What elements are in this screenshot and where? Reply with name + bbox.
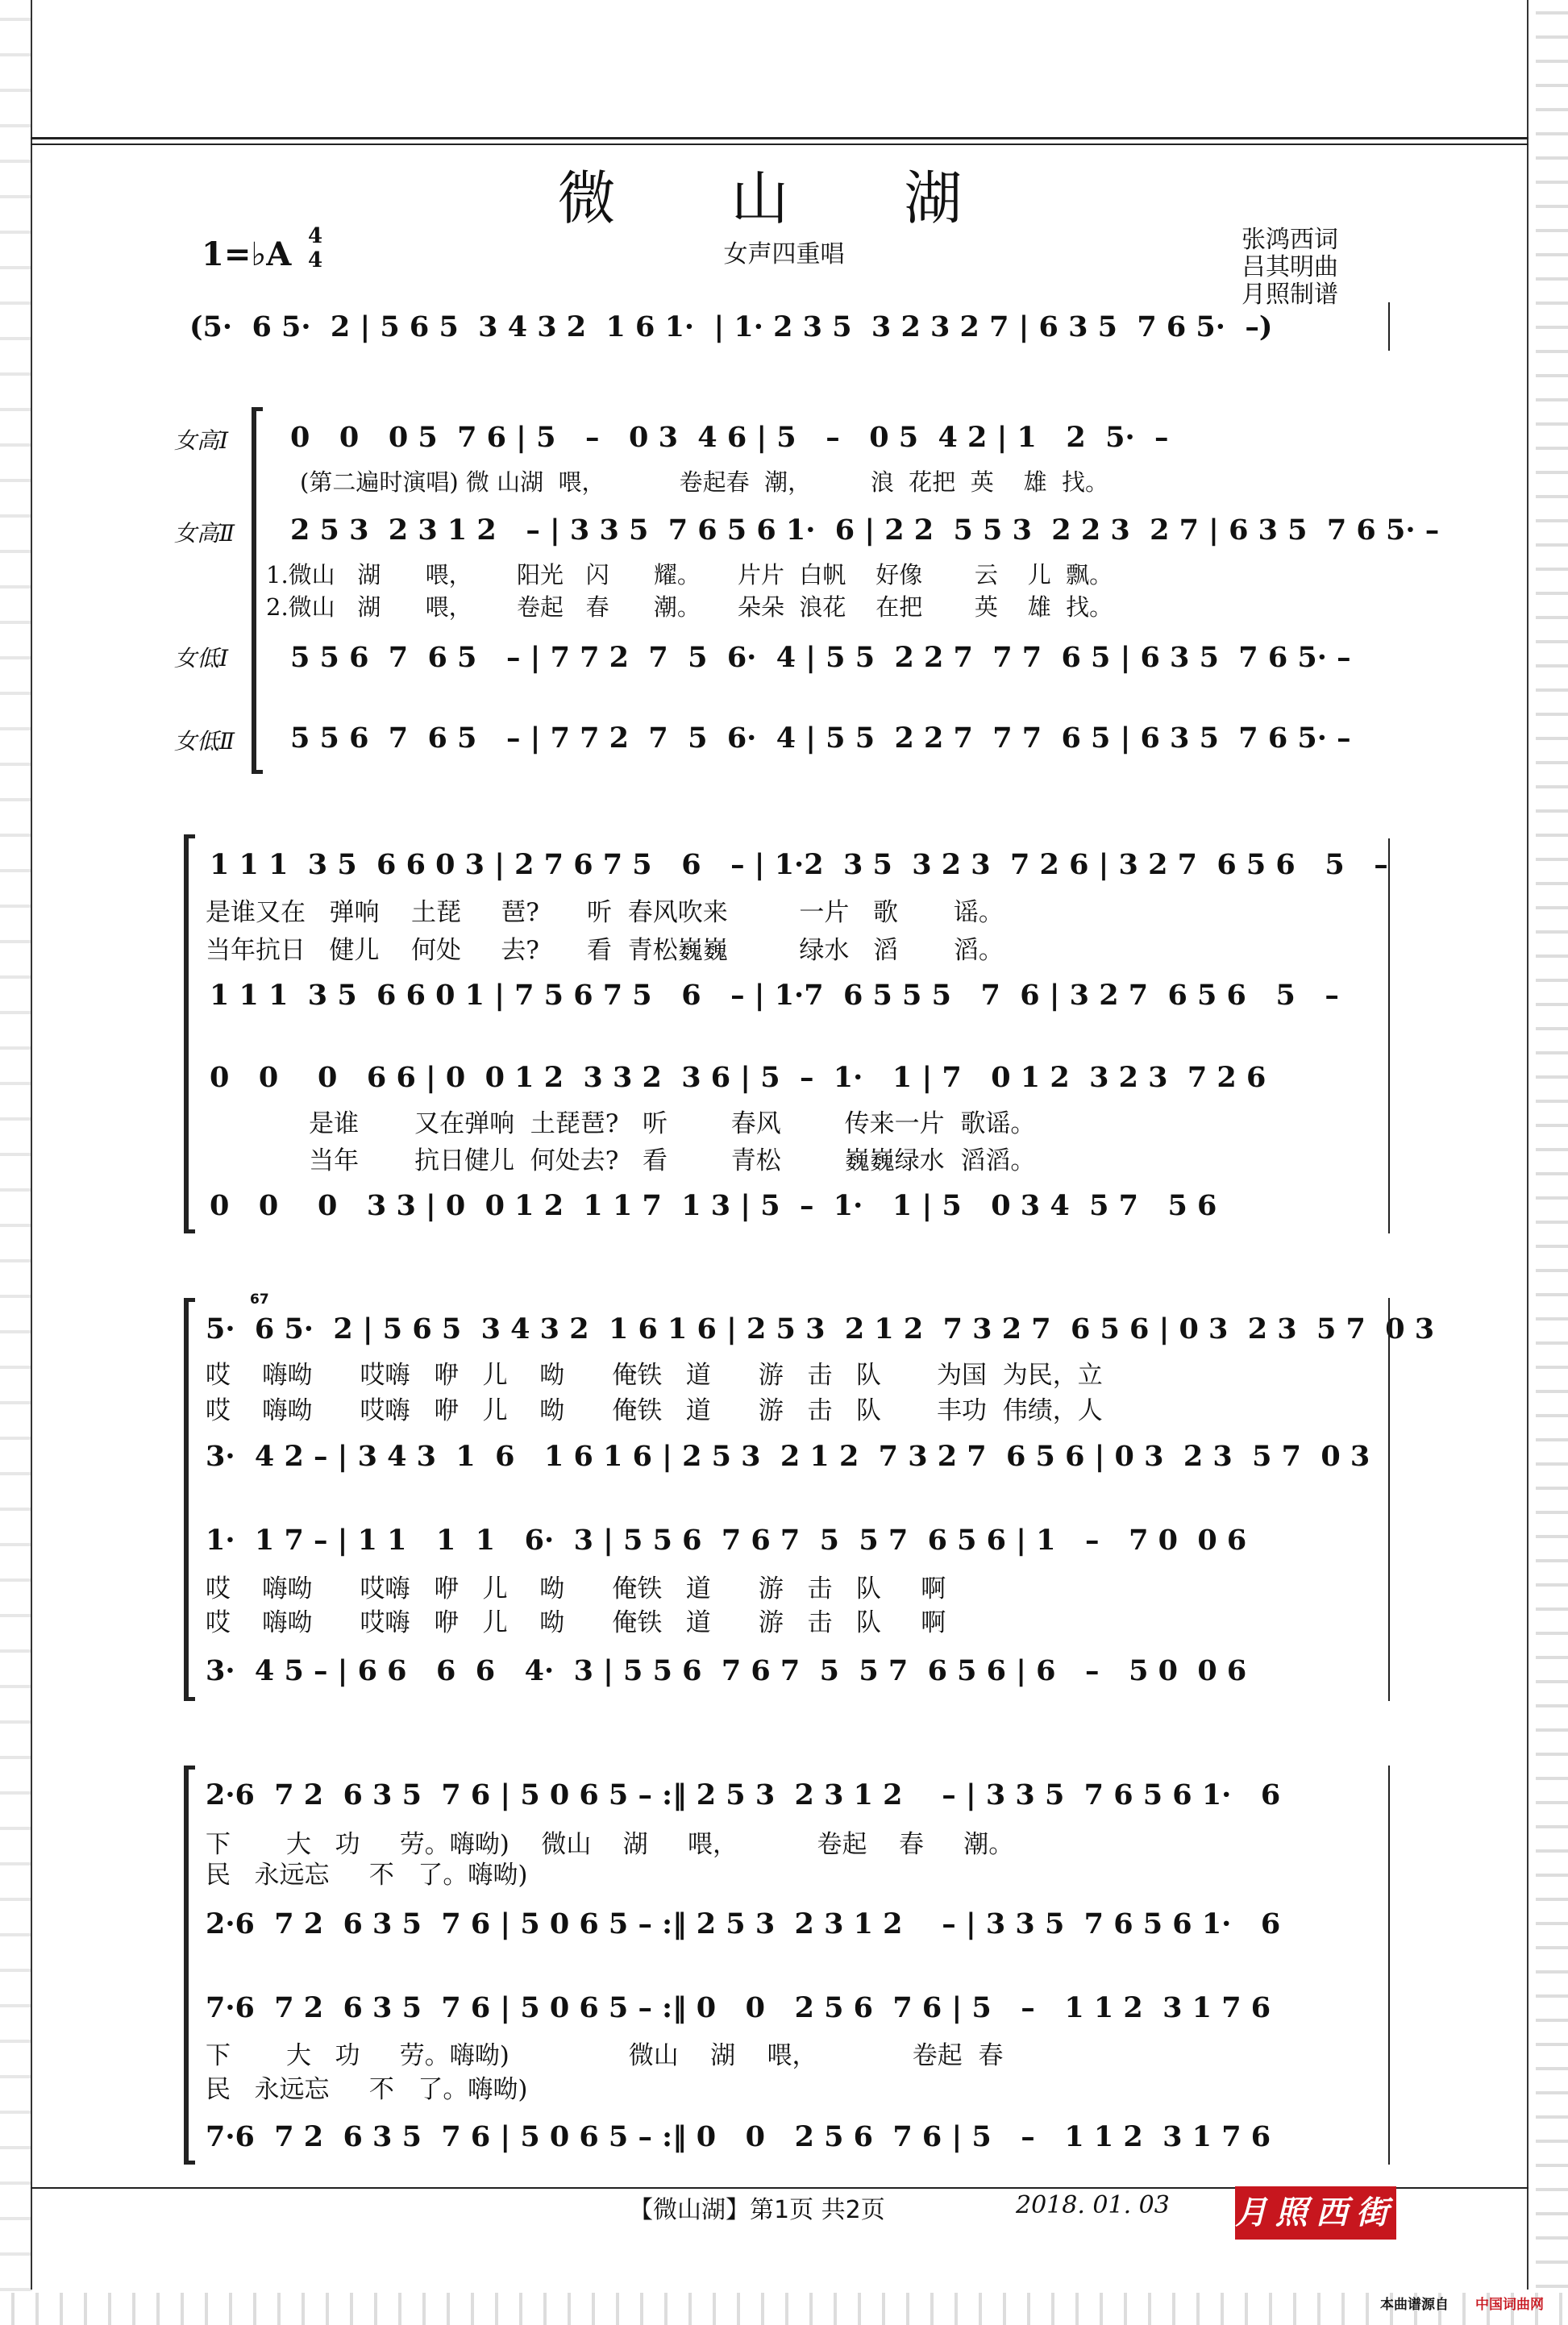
sys4-a-lyrics-verse2: 民 永远忘 不 了。嗨呦): [206, 2075, 528, 2104]
sys3-s-notes: 5· 6 5· 2 | 5 6 5 3 4 3 2 1 6 1 6 | 2 5 3 2 1 2 7 3 2 7 6 5 6 | 0 3 2 3 5 7 0 3: [206, 1312, 1445, 1346]
sys2-a-lyrics-verse2: 当年 抗日健儿 何处去? 看 青松 巍巍绿水 滔滔。: [206, 1146, 1036, 1175]
torn-paper-edge-left: [0, 0, 32, 2325]
sys3-a-lyrics-verse2: 哎 嗨呦 哎嗨 咿 儿 呦 俺铁 道 游 击 队 啊: [206, 1608, 946, 1637]
sys2-a-lyrics-verse1: 是谁 又在弹响 土琵琶? 听 春风 传来一片 歌谣。: [206, 1109, 1036, 1138]
sys4-s-notes: 2·6 7 2 6 3 5 7 6 | 5 0 6 5 – :‖ 2 5 3 2 3 1 2 – | 3 3 5 7 6 5 6 1· 6: [206, 1778, 1291, 1811]
sys3-s-lyrics-verse2: 哎 嗨呦 哎嗨 咿 儿 呦 俺铁 道 游 击 队 丰功 伟绩，人: [206, 1396, 1103, 1425]
sys4-a2-notes: 7·6 7 2 6 3 5 7 6 | 5 0 6 5 – :‖ 0 0 2 5 6 7 6 | 5 – 1 1 2 3 1 7 6: [206, 2120, 1281, 2153]
arranger: 月照制谱: [1242, 281, 1338, 309]
a1-notes: 5 5 6 7 6 5 – | 7 7 2 7 5 6· 4 | 5 5 2 2 7 7 7 6 5 | 6 3 5 7 6 5· –: [290, 641, 1361, 674]
sys2-a-notes: 0 0 0 6 6 | 0 0 1 2 3 3 2 3 6 | 5 – 1· 1 | 7 0 1 2 3 2 3 7 2 6: [210, 1061, 1276, 1094]
meter-bottom: 4: [308, 248, 323, 272]
system4-bracket: [184, 1766, 195, 2165]
sys2-a2-notes: 0 0 0 3 3 | 0 0 1 2 1 1 7 1 3 | 5 – 1· 1 | 5 0 3 4 5 7 5 6: [210, 1189, 1227, 1222]
header-rule-thin: [31, 143, 1528, 145]
torn-paper-edge-bottom: [0, 2293, 1568, 2325]
s1-notes: 0 0 0 5 7 6 | 5 – 0 3 4 6 | 5 – 0 5 4 2 | 1 2 5· –: [290, 421, 1179, 454]
grace-note: 67: [250, 1291, 269, 1308]
key-signature: 1=♭A: [202, 235, 292, 273]
s1-lyrics: (第二遍时演唱) 微 山湖 喂， 卷起春 潮， 浪 花把 英 雄 找。: [300, 468, 1109, 496]
meter-top: 4: [308, 224, 323, 248]
footer-page-number: 【微山湖】第1页 共2页: [629, 2196, 885, 2224]
part-label-a2: 女低Ⅱ: [174, 728, 235, 755]
sys3-s2-notes: 3· 4 2 – | 3 4 3 1 6 1 6 1 6 | 2 5 3 2 1 2 7 3 2 7 6 5 6 | 0 3 2 3 5 7 0 3: [206, 1440, 1380, 1473]
part-label-a1: 女低Ⅰ: [174, 645, 229, 672]
system3-bracket: [184, 1298, 195, 1701]
sys2-s2-notes: 1 1 1 3 5 6 6 0 1 | 7 5 6 7 5 6 – | 1·7 6 5 5 5 7 6 | 3 2 7 6 5 6 5 –: [210, 979, 1350, 1012]
logo: 月照西街: [1235, 2186, 1396, 2240]
a2-notes: 5 5 6 7 6 5 – | 7 7 2 7 5 6· 4 | 5 5 2 2 7 7 7 6 5 | 6 3 5 7 6 5· –: [290, 722, 1361, 755]
sys4-s-lyrics-verse1: 下 大 功 劳。嗨呦) 微山 湖 喂， 卷起 春 潮。: [206, 1830, 1014, 1859]
intro-line: (5· 6 5· 2 | 5 6 5 3 4 3 2 1 6 1· | 1· 2 3 5 3 2 3 2 7 | 6 3 5 7 6 5· –): [189, 310, 1273, 343]
sys3-s-lyrics-verse1: 哎 嗨呦 哎嗨 咿 儿 呦 俺铁 道 游 击 队 为国 为民，立: [206, 1361, 1103, 1390]
part-label-s1: 女高Ⅰ: [174, 427, 229, 454]
part-label-s2: 女高Ⅱ: [174, 520, 235, 547]
s2-notes: 2 5 3 2 3 1 2 – | 3 3 5 7 6 5 6 1· 6 | 2 2 5 5 3 2 2 3 2 7 | 6 3 5 7 6 5· –: [290, 514, 1449, 547]
system1-bracket: [252, 407, 263, 774]
sys4-s2-notes: 2·6 7 2 6 3 5 7 6 | 5 0 6 5 – :‖ 2 5 3 2 3 1 2 – | 3 3 5 7 6 5 6 1· 6: [206, 1907, 1291, 1940]
sys3-a-lyrics-verse1: 哎 嗨呦 哎嗨 咿 儿 呦 俺铁 道 游 击 队 啊: [206, 1574, 946, 1603]
system4-end-barline: [1388, 1766, 1390, 2165]
subtitle: 女声四重唱: [723, 240, 845, 268]
s2-lyrics-verse1: 1.微山 湖 喂， 阳光 闪 耀。 片片 白帆 好像 云 儿 飘。: [266, 561, 1113, 589]
sys2-s-lyrics-verse2: 当年抗日 健儿 何处 去? 看 青松巍巍 绿水 滔 滔。: [206, 936, 1004, 965]
song-title: 微 山 湖: [557, 164, 1011, 232]
torn-paper-edge-right: [1536, 0, 1568, 2325]
system2-end-barline: [1388, 838, 1390, 1233]
source-label: 本曲谱源自: [1380, 2297, 1449, 2313]
composer: 吕其明曲: [1242, 253, 1338, 281]
sys4-s-lyrics-verse2: 民 永远忘 不 了。嗨呦): [206, 1861, 528, 1890]
sys2-s-lyrics-verse1: 是谁又在 弹响 土琵 琶? 听 春风吹来 一片 歌 谣。: [206, 898, 1004, 927]
source-site-link[interactable]: 中国词曲网: [1475, 2297, 1544, 2313]
sys3-a2-notes: 3· 4 5 – | 6 6 6 6 4· 3 | 5 5 6 7 6 7 5 5 7 6 5 6 | 6 – 5 0 0 6: [206, 1654, 1257, 1687]
sys2-s-notes: 1 1 1 3 5 6 6 0 3 | 2 7 6 7 5 6 – | 1·2 3 5 3 2 3 7 2 6 | 3 2 7 6 5 6 5 –: [210, 848, 1398, 881]
sys3-a-notes: 1· 1 7 – | 1 1 1 1 6· 3 | 5 5 6 7 6 7 5 5 7 6 5 6 | 1 – 7 0 0 6: [206, 1524, 1257, 1557]
sys4-a-lyrics-verse1: 下 大 功 劳。嗨呦) 微山 湖 喂， 卷起 春: [206, 2041, 1004, 2070]
header-rule: [31, 137, 1528, 139]
system2-bracket: [184, 834, 195, 1233]
footer-date: 2018. 01. 03: [1016, 2191, 1170, 2219]
sys4-a-notes: 7·6 7 2 6 3 5 7 6 | 5 0 6 5 – :‖ 0 0 2 5 6 7 6 | 5 – 1 1 2 3 1 7 6: [206, 1991, 1281, 2024]
lyricist: 张鸿西词: [1242, 226, 1338, 254]
s2-lyrics-verse2: 2.微山 湖 喂， 卷起 春 潮。 朵朵 浪花 在把 英 雄 找。: [266, 593, 1113, 621]
intro-end-barline: [1388, 302, 1390, 351]
system3-end-barline: [1388, 1298, 1390, 1701]
